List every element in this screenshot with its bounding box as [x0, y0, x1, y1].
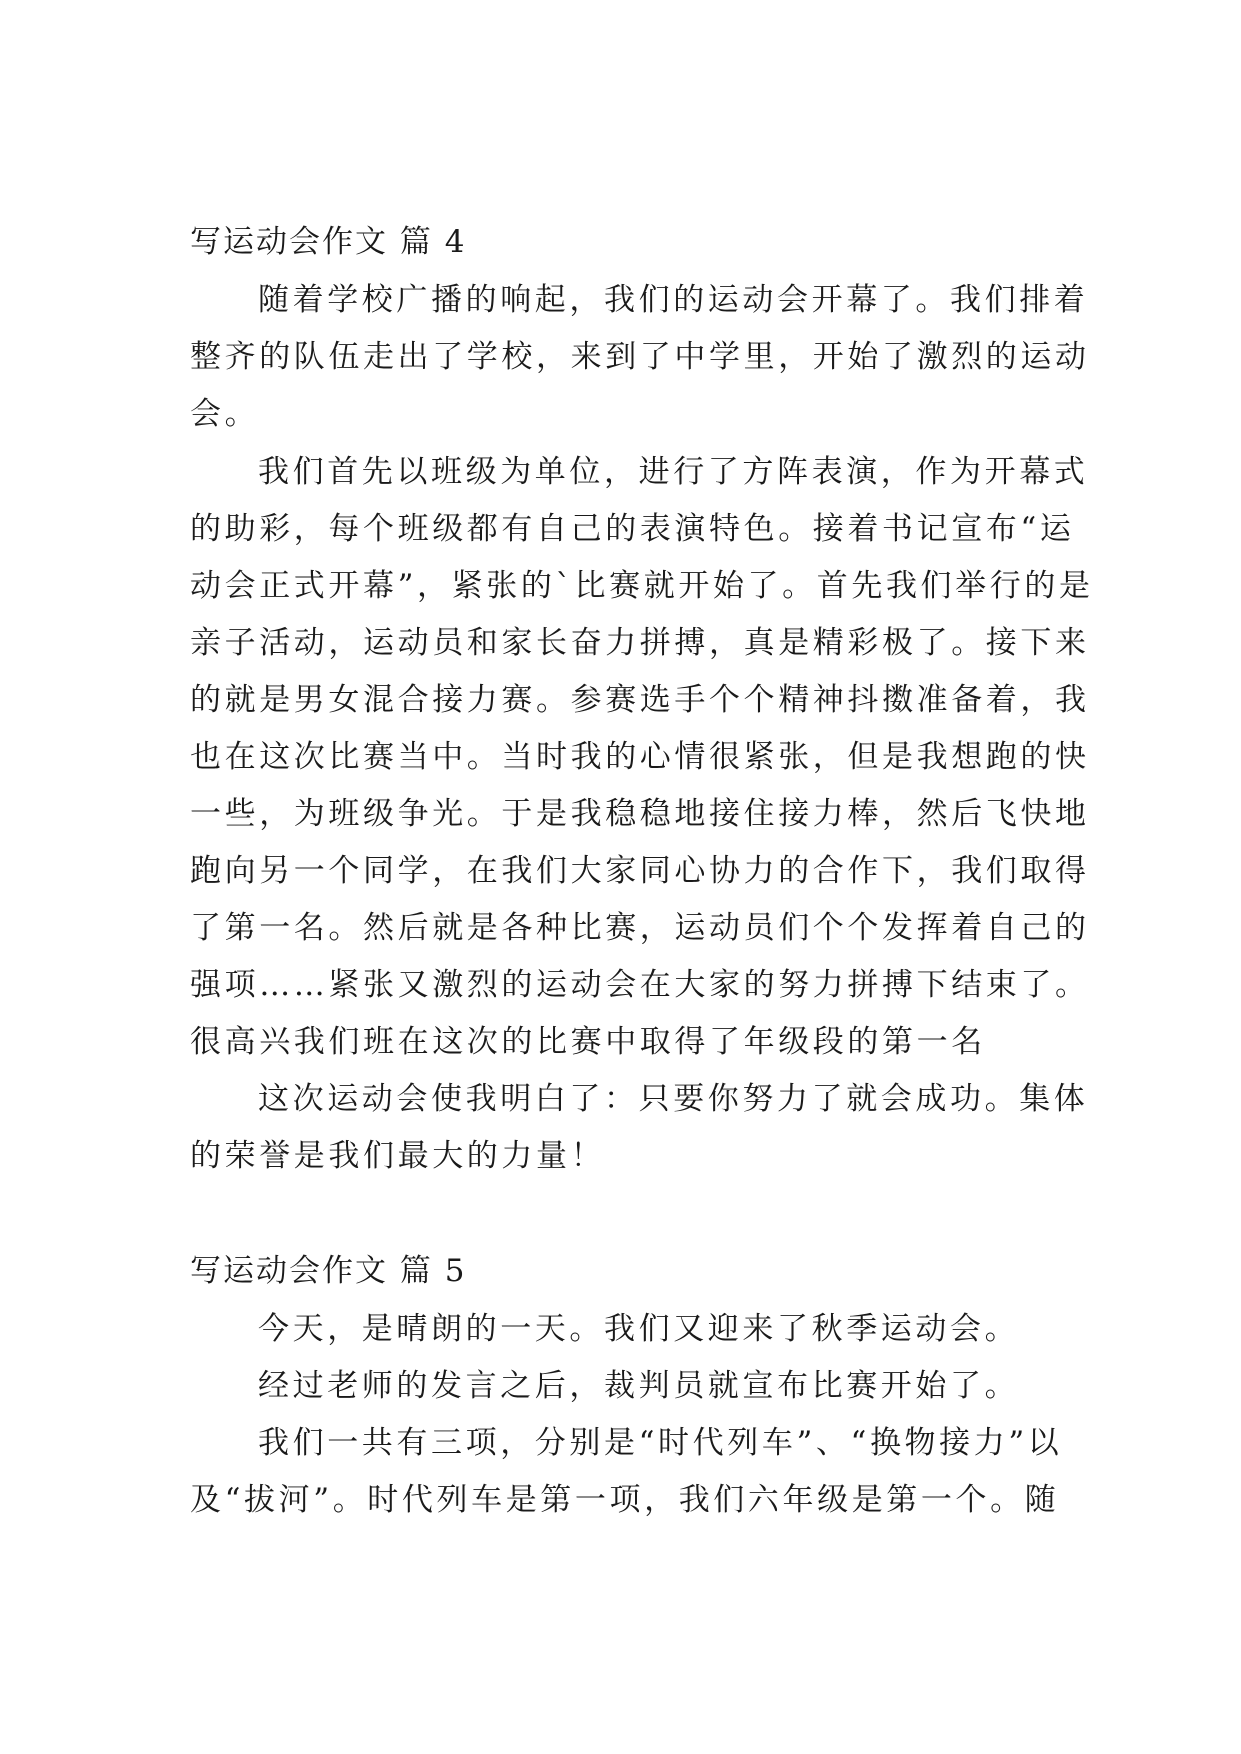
text-line: 整齐的队伍走出了学校，来到了中学里，开始了激烈的运动	[190, 339, 1090, 375]
text-line: 强项……紧张又激烈的运动会在大家的努力拼搏下结束了。	[190, 967, 1090, 1003]
text-line: 今天，是晴朗的一天。我们又迎来了秋季运动会。	[258, 1311, 1020, 1347]
text-line: 跑向另一个同学，在我们大家同心协力的合作下，我们取得	[190, 853, 1090, 889]
text-line: 随着学校广播的响起，我们的运动会开幕了。我们排着	[258, 282, 1089, 318]
text-line: 我们首先以班级为单位，进行了方阵表演，作为开幕式	[258, 454, 1089, 490]
text-line: 这次运动会使我明白了：只要你努力了就会成功。集体	[258, 1081, 1089, 1117]
text-line: 我们一共有三项，分别是“时代列车”、“换物接力”以	[258, 1425, 1063, 1461]
text-line: 经过老师的发言之后，裁判员就宣布比赛开始了。	[258, 1368, 1020, 1404]
text-line: 一些，为班级争光。于是我稳稳地接住接力棒，然后飞快地	[190, 796, 1090, 832]
text-line: 的就是男女混合接力赛。参赛选手个个精神抖擞准备着，我	[190, 682, 1090, 718]
text-line: 及“拔河”。时代列车是第一项，我们六年级是第一个。随	[190, 1482, 1060, 1518]
text-line: 亲子活动，运动员和家长奋力拼搏，真是精彩极了。接下来	[190, 625, 1090, 661]
section-heading-4: 写运动会作文 篇 4	[190, 224, 467, 260]
text-line: 很高兴我们班在这次的比赛中取得了年级段的第一名	[190, 1024, 986, 1060]
text-line: 会。	[190, 396, 260, 432]
text-line: 的荣誉是我们最大的力量！	[190, 1138, 606, 1174]
text-line: 也在这次比赛当中。当时我的心情很紧张，但是我想跑的快	[190, 739, 1090, 775]
section-heading-5: 写运动会作文 篇 5	[190, 1253, 467, 1289]
text-line: 了第一名。然后就是各种比赛，运动员们个个发挥着自己的	[190, 910, 1090, 946]
text-line: 动会正式开幕”，紧张的`比赛就开始了。首先我们举行的是	[190, 568, 1094, 604]
text-line: 的助彩，每个班级都有自己的表演特色。接着书记宣布“运	[190, 511, 1075, 547]
